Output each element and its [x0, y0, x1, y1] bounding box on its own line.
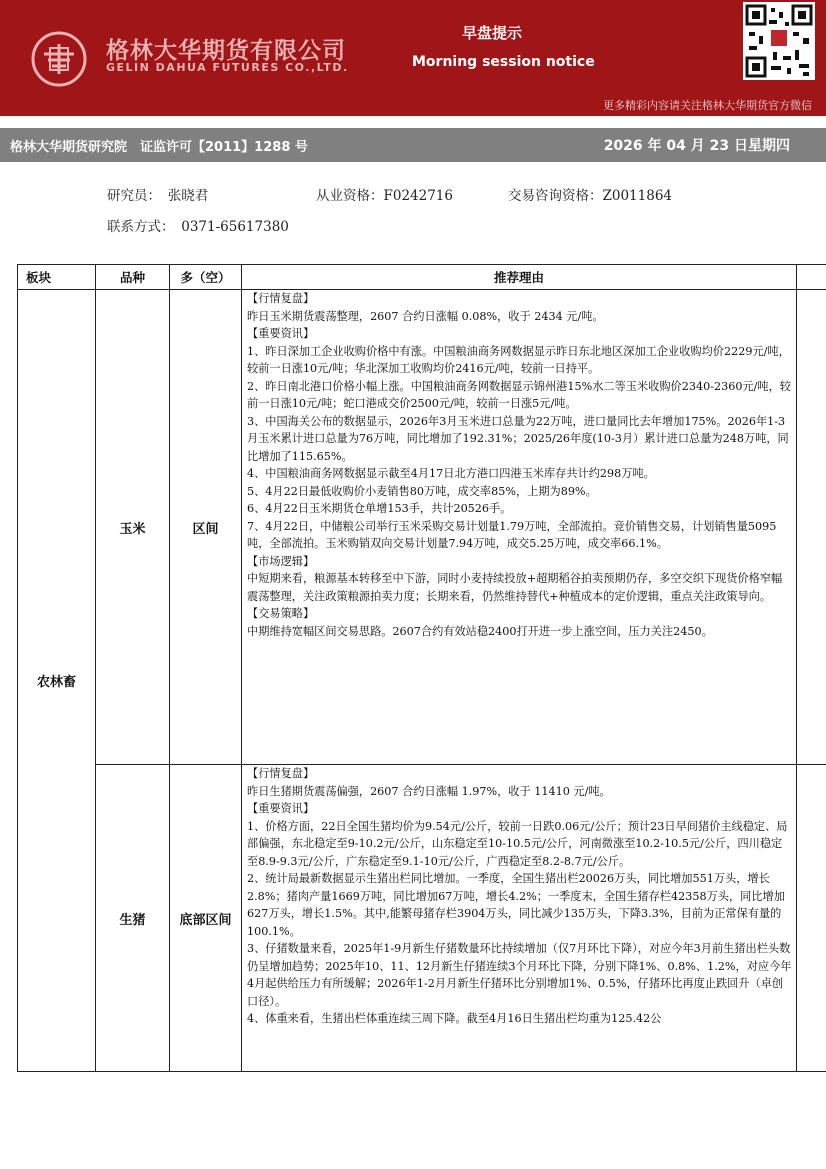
paragraph: 6、4月22日玉米期货仓单增153手，共计20526手。: [247, 502, 512, 515]
paragraph: 中期维持宽幅区间交易思路。2607合约有效站稳2400打开进一步上涨空间，压力关注2450。: [247, 624, 713, 638]
sector-cell: 农林畜: [18, 290, 96, 1072]
qualification-number: 从业资格：F0242716: [316, 188, 453, 204]
empty-cell: [797, 290, 826, 765]
company-name-cn: 格林大华期货有限公司: [106, 38, 346, 64]
paragraph: 昨日玉米期货震荡整理，2607 合约日涨幅 0.08%，收于 2434 元/吨。: [247, 309, 604, 323]
qr-code-icon[interactable]: [743, 2, 815, 80]
paragraph: 4、体重来看，生猪出栏体重连续三周下降。截至4月16日生猪出栏均重为125.42公: [247, 1012, 662, 1025]
header-banner: [0, 0, 826, 116]
table-row: [18, 290, 826, 765]
company-logo-icon: [30, 30, 88, 88]
section-heading: 【重要资讯】: [247, 802, 315, 815]
header-reason: 推荐理由: [242, 265, 797, 290]
reason-corn: [242, 290, 797, 765]
paragraph: 昨日生猪期货震荡偏强，2607 合约日涨幅 1.97%，收于 11410 元/吨。: [247, 784, 611, 798]
reason-hog: [242, 765, 797, 1072]
paragraph: 3、中国海关公布的数据显示，2026年3月玉米进口总量为22万吨，进口量同比去年增加175%。2026年1-3月玉米累计进口总量为76万吨，同比增加了192.31%；2025/26年度(10-3月）累计进口总量为248万吨，同比增加了115.65%。: [247, 414, 789, 463]
paragraph: 3、仔猪数量来看，2025年1-9月新生仔猪数量环比持续增加（仅7月环比下降），对应今年3月前生猪出栏头数仍呈增加趋势；2025年10、11、12月新生仔猪连续3个月环比下降，分别下降1%、0.8%、1.2%，对应今年4月起供给压力有所缓解；2026年1-2月月新生仔猪环比分别增加1%、0.5%，仔猪环比再度止跌回升（卓创口径）。: [247, 942, 792, 1008]
section-heading: 【行情复盘】: [247, 767, 315, 780]
researcher-name: 研究员： 张晓君: [107, 188, 209, 204]
paragraph: 中短期来看，粮源基本转移至中下游，同时小麦持续投放+超期稻谷拍卖预期仍存，多空交织下现货价格窄幅震荡整理，关注政策粮源拍卖力度；长期来看，仍然维持替代+种植成本的定价逻辑，重点关注政策导向。: [247, 572, 783, 603]
variety-corn: 玉米: [96, 290, 170, 765]
direction-hog: 底部区间: [170, 765, 242, 1072]
paragraph: 5、4月22日最低收购价小麦销售80万吨，成交率85%，上期为89%。: [247, 484, 597, 498]
follow-wechat-text: 更多精彩内容请关注格林大华期货官方微信: [603, 99, 812, 112]
paragraph: 1、价格方面，22日全国生猪均价为9.54元/公斤，较前一日跌0.06元/公斤；预计23日早间猪价主线稳定、局部偏强，东北稳定至9-10.2元/公斤，山东稳定至10-10.5元/公斤，河南微涨至10.2-10.5元/公斤，四川稳定至8.9-9.3元/公斤，广东稳定至9.1-10元/公斤，广西稳定至8.2-8.7元/公斤。: [247, 819, 788, 868]
table-row: [18, 765, 826, 1072]
table-header-row: [18, 265, 826, 290]
section-heading: 【重要资讯】: [247, 327, 315, 340]
institute-license: 格林大华期货研究院 证监许可【2011】1288 号: [10, 140, 308, 155]
paragraph: 4、中国粮油商务网数据显示截至4月17日北方港口四港玉米库存共计约298万吨。: [247, 467, 655, 480]
paragraph: 2、昨日南北港口价格小幅上涨。中国粮油商务网数据显示锦州港15%水二等玉米收购价2340-2360元/吨，较前一日涨10元/吨；蛇口港成交价2500元/吨，较前一日涨5元/吨。: [247, 379, 791, 410]
contact-phone: 联系方式： 0371-65617380: [107, 219, 289, 235]
notice-title-cn: 早盘提示: [462, 24, 523, 42]
empty-cell: [797, 765, 826, 1072]
notice-title-en: Morning session notice: [412, 54, 595, 70]
header-empty: [797, 265, 826, 290]
report-date: 2026 年 04 月 23 日星期四: [603, 138, 790, 154]
direction-corn: 区间: [170, 290, 242, 765]
header-variety: 品种: [96, 265, 170, 290]
consult-qualification-number: 交易咨询资格：Z0011864: [508, 188, 673, 204]
header-sector: 板块: [18, 265, 96, 290]
paragraph: 1、昨日深加工企业收购价格中有涨。中国粮油商务网数据显示昨日东北地区深加工企业收购均价2229元/吨，较前一日涨10元/吨；华北深加工收购均价2416元/吨，较前一日持平。: [247, 344, 790, 375]
section-heading: 【行情复盘】: [247, 292, 315, 305]
header-direction: 多（空）: [170, 265, 242, 290]
paragraph: 7、4月22日，中储粮公司举行玉米采购交易计划量1.79万吨，全部流拍。竞价销售交易，计划销售量5095吨，全部流拍。玉米购销双向交易计划量7.94万吨，成交5.25万吨，成交率66.1%。: [247, 519, 777, 550]
section-heading: 【市场逻辑】: [247, 554, 315, 568]
variety-hog: 生猪: [96, 765, 170, 1072]
section-heading: 【交易策略】: [247, 607, 315, 620]
recommendation-table: [17, 264, 826, 1072]
company-name-en: GELIN DAHUA FUTURES CO.,LTD.: [106, 61, 349, 74]
paragraph: 2、统计局最新数据显示生猪出栏同比增加。一季度，全国生猪出栏20026万头，同比增加551万头，增长2.8%；猪肉产量1669万吨，同比增加67万吨，增长4.2%；一季度末，全国生猪存栏42358万头，同比增加627万头，增长1.5%。其中,能繁母猪存栏3904万头，同比减少135万头，下降3.3%，目前为正常保有量的100.1%。: [247, 872, 785, 938]
